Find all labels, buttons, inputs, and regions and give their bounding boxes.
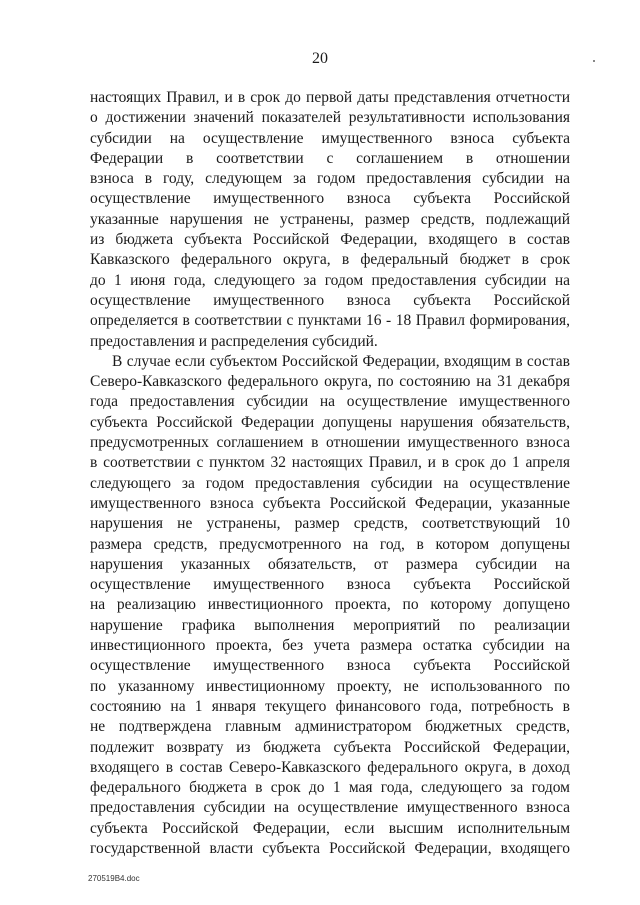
file-name-footer: 270519В4.doc — [88, 874, 140, 883]
text-line: настоящих Правил, и в срок до первой даты представления отчетности — [90, 89, 570, 106]
document-body — [90, 88, 570, 859]
text-line: подлежит возврату из бюджета субъекта Российской Федерации, — [90, 738, 570, 756]
text-line: на реализацию инвестиционного проекта, по которому допущено — [90, 596, 570, 614]
page-number: 20 — [312, 50, 328, 67]
text-line: года предоставления субсидии на осуществление имущественного — [90, 393, 570, 411]
text-line: предусмотренных соглашением в отношении имущественного взноса — [90, 434, 570, 452]
text-line: осуществление имущественного взноса субъекта Российской — [90, 291, 570, 309]
text-line: субсидии на осуществление имущественного взноса субъекта — [90, 129, 570, 147]
text-line: взноса в году, следующем за годом предоставления субсидии на — [90, 170, 570, 188]
text-line: субъекта Российской Федерации допущены нарушения обязательств, — [90, 413, 570, 431]
text-line: федерального бюджета в срок до 1 мая года, следующего за годом — [90, 779, 570, 797]
paragraph — [90, 88, 570, 352]
text-line: предоставления и распределения субсидий. — [90, 332, 378, 350]
text-line: Федерации в соответствии с соглашением в отношении — [90, 149, 570, 167]
text-line: о достижении значений показателей результативности использования — [90, 109, 570, 127]
text-line: осуществление имущественного взноса субъекта Российской — [90, 657, 570, 675]
text-line: Кавказского федерального округа, в федеральный бюджет в срок — [90, 251, 570, 269]
text-line: осуществление имущественного взноса субъекта Российской — [90, 190, 570, 208]
text-line: нарушения не устранены, размер средств, соответствующий 10 — [90, 515, 570, 533]
text-line: состоянию на 1 января текущего финансового года, потребность в — [90, 697, 570, 715]
text-line: не подтверждена главным администратором бюджетных средств, — [90, 718, 570, 736]
text-line: по указанному инвестиционному проекту, не использованного по — [90, 677, 570, 695]
text-line: нарушения указанных обязательств, от размера субсидии на — [90, 555, 570, 573]
text-line: нарушение графика выполнения мероприятий по реализации — [90, 616, 570, 634]
text-line: следующего за годом предоставления субсидии на осуществление — [90, 474, 570, 492]
text-line: в соответствии с пунктом 32 настоящих Правил, и в срок до 1 апреля — [90, 454, 570, 472]
margin-mark — [593, 60, 595, 62]
text-line: определяется в соответствии с пунктами 16 - 18 Правил формирования, — [90, 312, 570, 330]
text-line: имущественного взноса субъекта Российской Федерации, указанные — [90, 494, 570, 512]
text-line: входящего в состав Северо-Кавказского федерального округа, в доход — [90, 758, 570, 776]
text-line: Северо-Кавказского федерального округа, по состоянию на 31 декабря — [90, 373, 570, 391]
paragraph — [90, 352, 570, 859]
text-line: осуществление имущественного взноса субъекта Российской — [90, 576, 570, 594]
text-line: из бюджета субъекта Российской Федерации, входящего в состав — [90, 231, 570, 249]
text-line: до 1 июня года, следующего за годом предоставления субсидии на — [90, 271, 570, 289]
text-line: предоставления субсидии на осуществление имущественного взноса — [90, 799, 570, 817]
text-line: инвестиционного проекта, без учета размера остатка субсидии на — [90, 637, 570, 655]
text-line: государственной власти субъекта Российской Федерации, входящего — [90, 839, 570, 857]
text-line: размера средств, предусмотренного на год, в котором допущены — [90, 535, 570, 553]
text-line: указанные нарушения не устранены, размер средств, подлежащий — [90, 210, 570, 228]
text-line: В случае если субъектом Российской Федерации, входящим в состав — [112, 352, 570, 370]
text-line: субъекта Российской Федерации, если высшим исполнительным — [90, 819, 570, 837]
